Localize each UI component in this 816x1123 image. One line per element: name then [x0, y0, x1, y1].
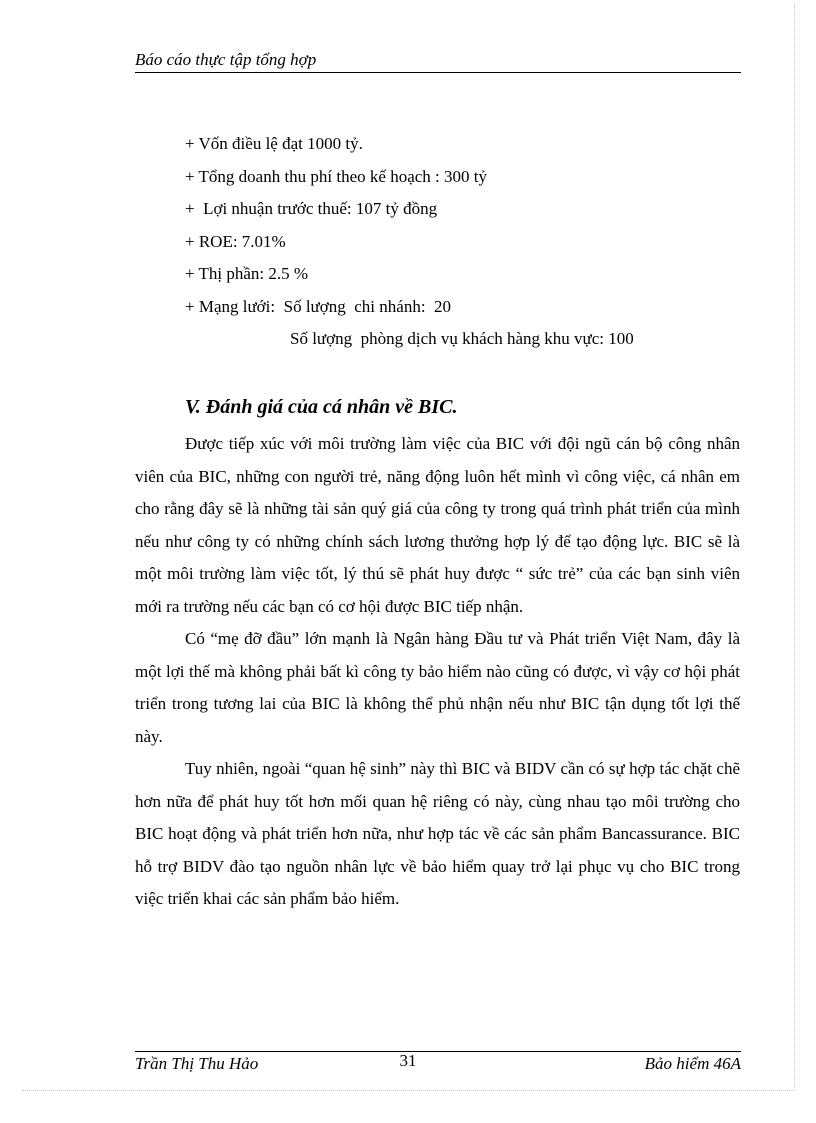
- paragraph: Có “mẹ đỡ đầu” lớn mạnh là Ngân hàng Đầu tư và Phát triển Việt Nam, đây là một lợi thế mà không phải bất kì công ty bảo hiểm nào cũng có được, vì vậy cơ hội phát triển trong tương lai của BIC là không thể phủ nhận nếu như BIC tận dụng tốt lợi thế này.: [135, 629, 740, 746]
- list-item-charter-capital: + Vốn điều lệ đạt 1000 tỷ.: [185, 134, 363, 153]
- header-title: Báo cáo thực tập tổng hợp: [135, 50, 317, 69]
- paragraph: Được tiếp xúc với môi trường làm việc của BIC với đội ngũ cán bộ công nhân viên của BIC, những con người trẻ, năng động luôn hết mình vì công việc, cá nhân em cho rằng đây sẽ là những tài sản quý giá của công ty trong quá trình phát triển của mình nếu như công ty có những chính sách lương thưởng hợp lý để tạo động lực. BIC sẽ là một môi trường làm việc tốt, lý thú sẽ phát huy được “ sức trẻ” của các bạn sinh viên mới ra trường nếu các bạn có cơ hội được BIC tiếp nhận.: [135, 434, 740, 616]
- footer-course: Bảo hiểm 46A: [644, 1054, 741, 1073]
- list-item-network-service-rooms: Số lượng phòng dịch vụ khách hàng khu vực: 100: [290, 329, 634, 348]
- section-heading: V. Đánh giá của cá nhân về BIC.: [185, 396, 458, 418]
- statistics-list: [185, 131, 634, 359]
- list-item-revenue: + Tổng doanh thu phí theo kế hoạch : 300 tỷ: [185, 166, 488, 186]
- body-text: [135, 428, 740, 916]
- page-edge-right: [794, 4, 795, 1090]
- header-divider: [135, 72, 741, 73]
- list-item-market-share: + Thị phần: 2.5 %: [185, 264, 309, 283]
- page-number: 31: [399, 1051, 417, 1070]
- footer-author: Trần Thị Thu Hảo: [135, 1054, 259, 1073]
- list-item-network-branches: + Mạng lưới: Số lượng chi nhánh: 20: [185, 296, 452, 316]
- page-edge-bottom: [22, 1090, 794, 1091]
- list-item-profit: + Lợi nhuận trước thuế: 107 tỷ đồng: [185, 199, 438, 218]
- paragraph: Tuy nhiên, ngoài “quan hệ sinh” này thì BIC và BIDV cần có sự hợp tác chặt chẽ hơn nữa để phát huy tốt hơn mối quan hệ riêng có này, cùng nhau tạo môi trường cho BIC hoạt động và phát triển hơn nữa, như hợp tác về các sản phẩm Bancassurance. BIC hỗ trợ BIDV đào tạo nguồn nhân lực về bảo hiểm quay trở lại phục vụ cho BIC trong việc triển khai các sản phẩm bảo hiểm.: [135, 759, 740, 908]
- list-item-roe: + ROE: 7.01%: [185, 231, 286, 251]
